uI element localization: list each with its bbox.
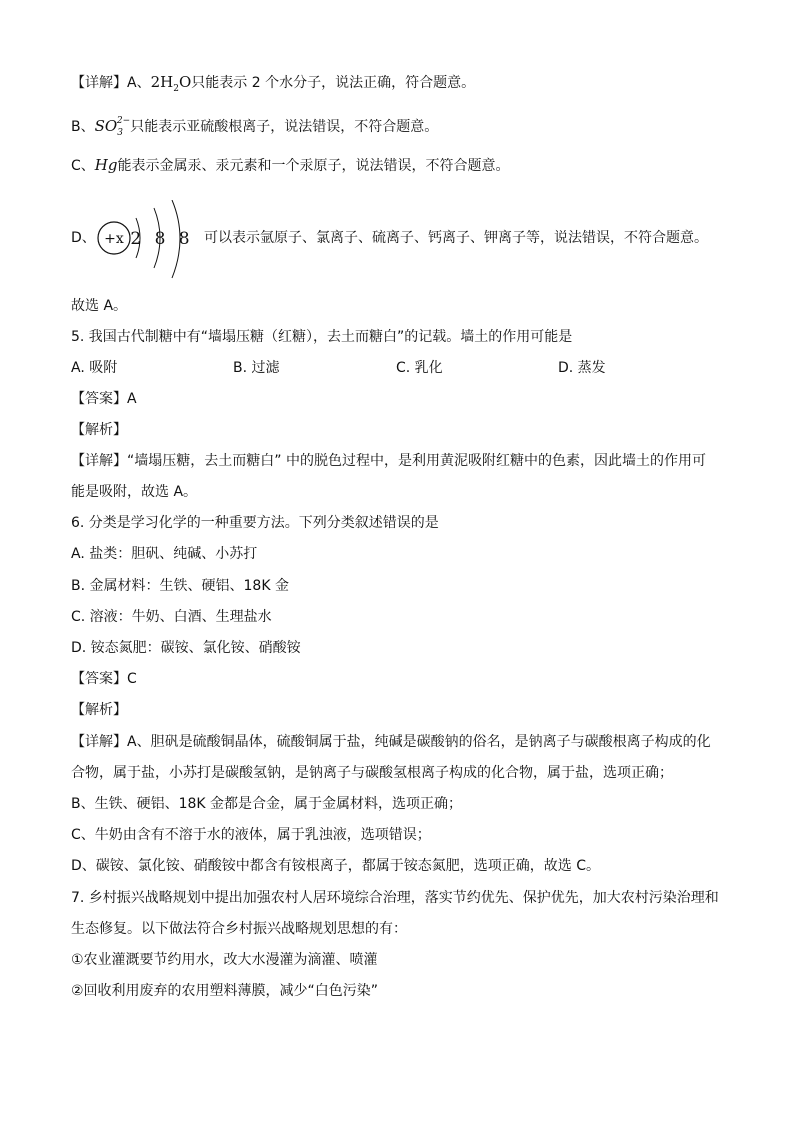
q4-conclusion: 故选 A。 (71, 298, 128, 314)
q5-detail-line-1: 【详解】“墙塌压糖，去土而糖白” 中的脱色过程中，是利用黄泥吸附红糖中的色素，因此墙土的作用可 (71, 453, 706, 469)
mercury-formula: Hg (94, 156, 118, 174)
q6-detail-d: D、碳铵、氯化铵、硝酸铵中都含有铵根离子，都属于铵态氮肥，选项正确，故选 C。 (71, 858, 601, 874)
q5-option-b: B. 过滤 (233, 360, 280, 376)
electron-counts: 2 8 8 (130, 229, 194, 249)
q6-detail-line-1: 【详解】A、胆矾是硫酸铜晶体，硫酸铜属于盐，纯碱是碳酸钠的俗名，是钠离子与碳酸根离子构成的化 (71, 734, 711, 750)
q6-detail-b: B、生铁、硬铝、18K 金都是合金，属于金属材料，选项正确； (71, 796, 463, 812)
q6-analysis-tag: 【解析】 (71, 702, 127, 718)
sulfite-formula: $SO_3^{2-}$ (94, 116, 131, 138)
q6-answer: 【答案】C (71, 671, 137, 687)
q7-item-2: ②回收利用废弃的农用塑料薄膜，减少“白色污染” (71, 983, 379, 999)
water-formula: $2H_2O$ (150, 73, 192, 94)
q7-item-1: ①农业灌溉要节约用水，改大水漫灌为滴灌、喷灌 (71, 952, 378, 968)
detail-tag: 【详解】 (71, 75, 127, 91)
q7-stem-line-2: 生态修复。以下做法符合乡村振兴战略规划思想的有： (71, 921, 407, 937)
q4-detail-a: 【详解】A、$2H_2O$只能表示 2 个水分子，说法正确，符合题意。 (71, 73, 476, 94)
q4-detail-b: B、$SO_3^{2-}$只能表示亚硫酸根离子，说法错误，不符合题意。 (71, 116, 439, 138)
q4-detail-d-prefix: D、 (71, 230, 96, 246)
q5-answer: 【答案】A (71, 391, 137, 407)
atom-structure-diagram (96, 200, 196, 280)
q6-stem: 6. 分类是学习化学的一种重要方法。下列分类叙述错误的是 (71, 515, 439, 531)
q6-option-a: A. 盐类：胆矾、纯碱、小苏打 (71, 546, 258, 562)
q7-stem-line-1: 7. 乡村振兴战略规划中提出加强农村人居环境综合治理，落实节约优先、保护优先，加大农村污染治理和 (71, 890, 719, 906)
q6-option-b: B. 金属材料：生铁、硬铝、18K 金 (71, 578, 289, 594)
q5-option-a: A. 吸附 (71, 360, 118, 376)
q5-option-d: D. 蒸发 (558, 360, 606, 376)
q5-detail-line-2: 能是吸附，故选 A。 (71, 484, 198, 500)
q6-detail-c: C、牛奶由含有不溶于水的液体，属于乳浊液，选项错误； (71, 827, 431, 843)
q6-option-d: D. 铵态氮肥：碳铵、氯化铵、硝酸铵 (71, 640, 301, 656)
q6-option-c: C. 溶液：牛奶、白酒、生理盐水 (71, 609, 272, 625)
q4-detail-d-text: 可以表示氩原子、氯离子、硫离子、钙离子、钾离子等，说法错误，不符合题意。 (204, 230, 708, 246)
q4-detail-c: C、Hg能表示金属汞、汞元素和一个汞原子，说法错误，不符合题意。 (71, 156, 510, 174)
q5-option-c: C. 乳化 (396, 360, 443, 376)
q5-analysis-tag: 【解析】 (71, 422, 127, 438)
q5-stem: 5. 我国古代制糖中有“墙塌压糖（红糖），去土而糖白”的记载。墙土的作用可能是 (71, 329, 573, 345)
nucleus-charge: +x (104, 231, 124, 247)
q6-detail-line-2: 合物，属于盐，小苏打是碳酸氢钠，是钠离子与碳酸氢根离子构成的化合物，属于盐，选项正确； (71, 765, 673, 781)
